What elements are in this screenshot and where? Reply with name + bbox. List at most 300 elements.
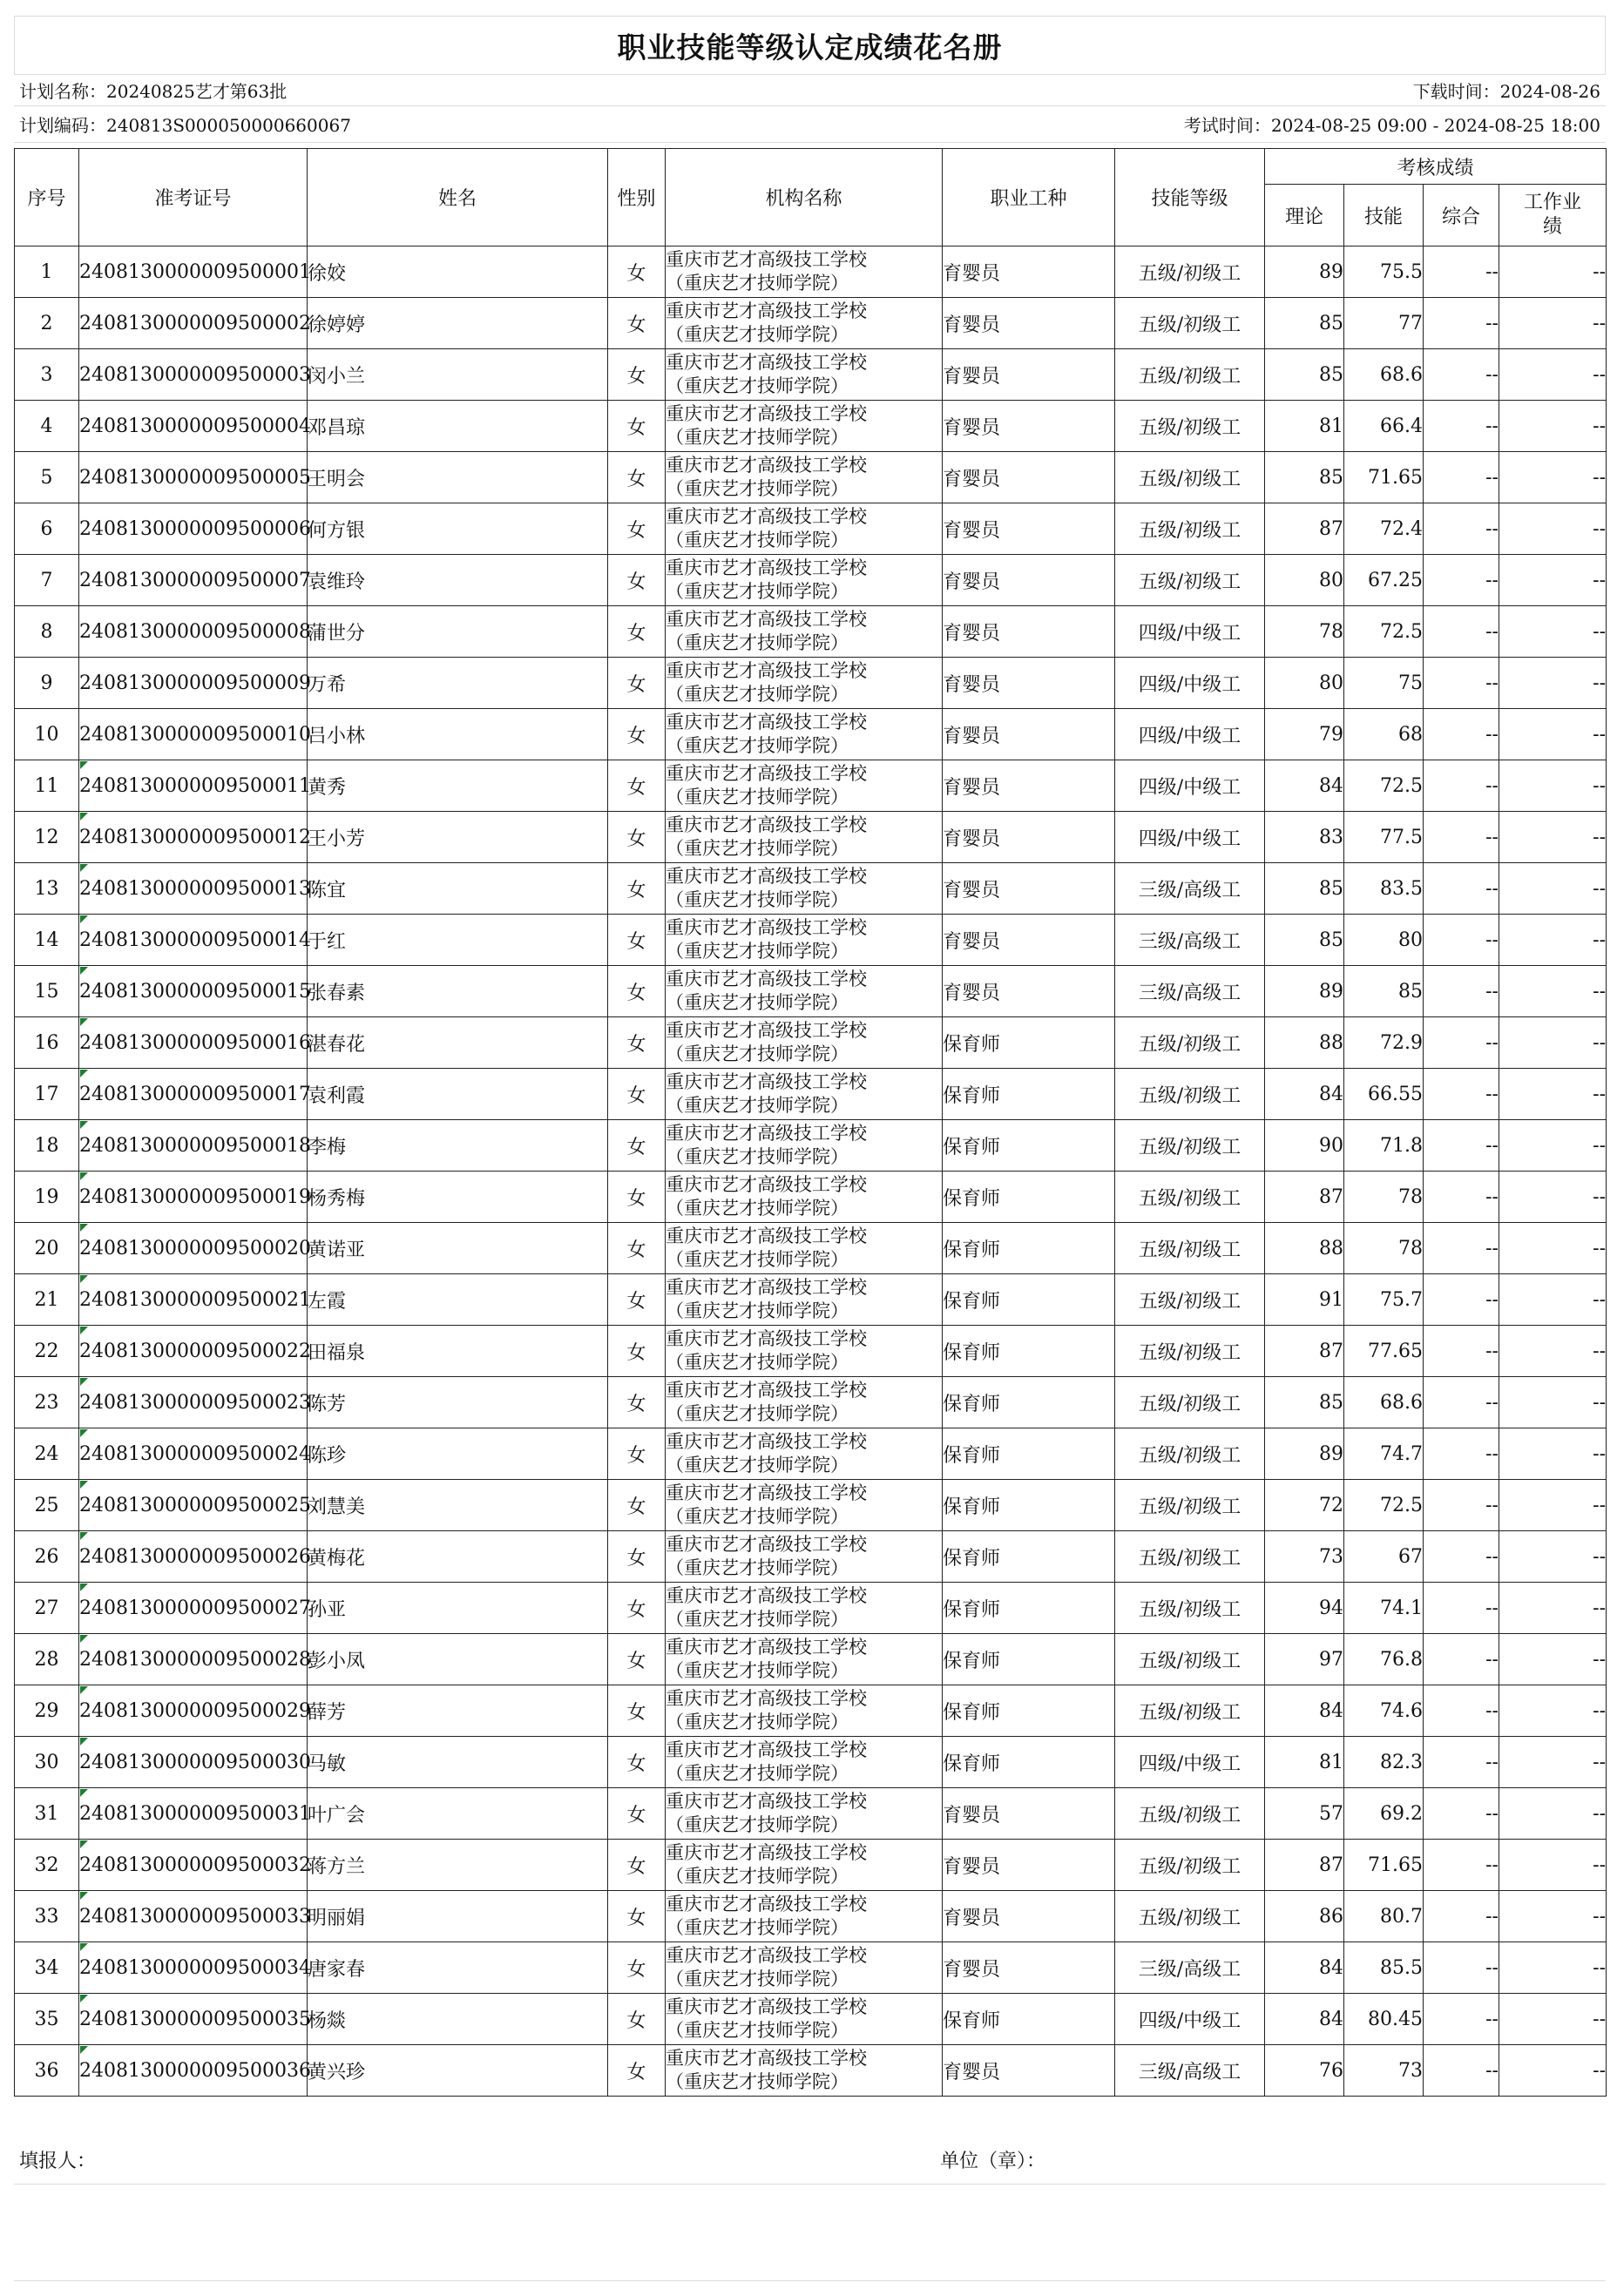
row-theory: 81 [1265,401,1344,452]
row-gender: 女 [608,452,666,503]
row-seq: 35 [15,1994,79,2045]
row-org [666,1994,943,2045]
row-seq: 32 [15,1840,79,1891]
header-org: 机构名称 [666,149,943,246]
row-skill: 66.55 [1344,1069,1424,1120]
table-row [15,349,1607,401]
table-row [15,812,1607,863]
row-org [666,1428,943,1480]
row-name: 杨秀梅 [308,1172,608,1223]
row-org [666,452,943,503]
row-seq: 19 [15,1172,79,1223]
org-line-2: （重庆艺才技师学院） [666,427,849,448]
row-cert-number: 2408130000009500016 [79,1017,308,1069]
header-level: 技能等级 [1115,149,1265,246]
org-line-2: （重庆艺才技师学院） [666,2020,849,2041]
header-gender: 性别 [608,149,666,246]
row-work: -- [1499,1377,1607,1428]
row-level: 五级/初级工 [1115,1326,1265,1377]
row-name: 黄梅花 [308,1531,608,1583]
row-level: 三级/高级工 [1115,915,1265,966]
row-work: -- [1499,1994,1607,2045]
row-job: 育婴员 [943,709,1115,760]
row-name: 黄秀 [308,760,608,812]
row-work: -- [1499,966,1607,1017]
plan-name: 计划名称：20240825艺才第63批 [19,81,288,102]
org-line-1: 重庆市艺才高级技工学校 [666,814,867,835]
table-row [15,1326,1607,1377]
row-cert-number: 2408130000009500024 [79,1428,308,1480]
row-org [666,1274,943,1326]
row-cert-number: 2408130000009500027 [79,1583,308,1634]
roster-sheet [14,16,1606,2281]
org-line-2: （重庆艺才技师学院） [666,1506,849,1527]
row-seq: 12 [15,812,79,863]
row-skill: 73 [1344,2045,1424,2097]
org-line-2: （重庆艺才技师学院） [666,1403,849,1424]
row-gender: 女 [608,1017,666,1069]
org-line-2: （重庆艺才技师学院） [666,1043,849,1064]
row-gender: 女 [608,812,666,863]
row-cert-number: 2408130000009500015 [79,966,308,1017]
table-row [15,658,1607,709]
row-cert-number: 2408130000009500023 [79,1377,308,1428]
row-gender: 女 [608,1634,666,1685]
row-overall: -- [1424,1531,1499,1583]
row-work: -- [1499,1223,1607,1274]
row-seq: 15 [15,966,79,1017]
row-work: -- [1499,452,1607,503]
row-seq: 18 [15,1120,79,1172]
row-name: 蒲世分 [308,606,608,658]
row-theory: 73 [1265,1531,1344,1583]
org-line-1: 重庆市艺才高级技工学校 [666,352,867,373]
header-overall: 综合 [1424,185,1499,246]
row-seq: 17 [15,1069,79,1120]
row-theory: 76 [1265,2045,1344,2097]
row-gender: 女 [608,1069,666,1120]
row-name: 王明会 [308,452,608,503]
row-name: 王小芳 [308,812,608,863]
org-line-1: 重庆市艺才高级技工学校 [666,1791,867,1812]
row-level: 五级/初级工 [1115,452,1265,503]
row-gender: 女 [608,298,666,349]
row-overall: -- [1424,863,1499,915]
row-gender: 女 [608,915,666,966]
row-seq: 6 [15,503,79,555]
row-seq: 9 [15,658,79,709]
org-line-1: 重庆市艺才高级技工学校 [666,455,867,476]
page-title: 职业技能等级认定成绩花名册 [14,16,1606,75]
row-overall: -- [1424,401,1499,452]
row-job: 保育师 [943,1274,1115,1326]
row-skill: 76.8 [1344,1634,1424,1685]
footer [14,2134,1606,2185]
row-work: -- [1499,1788,1607,1840]
row-org [666,863,943,915]
row-skill: 78 [1344,1223,1424,1274]
row-level: 五级/初级工 [1115,1685,1265,1737]
row-job: 育婴员 [943,966,1115,1017]
row-job: 保育师 [943,1634,1115,1685]
row-overall: -- [1424,1685,1499,1737]
row-theory: 84 [1265,1994,1344,2045]
row-org [666,1583,943,1634]
row-skill: 72.9 [1344,1017,1424,1069]
row-level: 三级/高级工 [1115,2045,1265,2097]
org-line-2: （重庆艺才技师学院） [666,1557,849,1578]
row-cert-number: 2408130000009500002 [79,298,308,349]
row-job: 育婴员 [943,1788,1115,1840]
org-line-2: （重庆艺才技师学院） [666,1712,849,1732]
row-job: 育婴员 [943,915,1115,966]
row-seq: 2 [15,298,79,349]
row-org [666,1223,943,1274]
header-cert: 准考证号 [79,149,308,246]
row-org [666,555,943,606]
row-gender: 女 [608,1891,666,1942]
row-name: 湛春花 [308,1017,608,1069]
row-cert-number: 2408130000009500017 [79,1069,308,1120]
row-skill: 74.1 [1344,1583,1424,1634]
row-name: 袁维玲 [308,555,608,606]
row-skill: 71.65 [1344,1840,1424,1891]
row-name: 薛芳 [308,1685,608,1737]
row-theory: 80 [1265,555,1344,606]
row-job: 保育师 [943,1120,1115,1172]
table-row [15,1017,1607,1069]
org-line-2: （重庆艺才技师学院） [666,1917,849,1938]
row-level: 五级/初级工 [1115,1891,1265,1942]
org-line-2: （重庆艺才技师学院） [666,2071,849,2092]
row-theory: 84 [1265,760,1344,812]
row-overall: -- [1424,246,1499,298]
row-gender: 女 [608,2045,666,2097]
row-name: 叶广会 [308,1788,608,1840]
row-theory: 88 [1265,1223,1344,1274]
row-seq: 22 [15,1326,79,1377]
org-line-2: （重庆艺才技师学院） [666,581,849,602]
row-job: 育婴员 [943,606,1115,658]
row-seq: 30 [15,1737,79,1788]
org-line-1: 重庆市艺才高级技工学校 [666,1174,867,1195]
header-seq: 序号 [15,149,79,246]
row-skill: 80 [1344,915,1424,966]
row-name: 孙亚 [308,1583,608,1634]
row-skill: 68 [1344,709,1424,760]
org-line-1: 重庆市艺才高级技工学校 [666,1637,867,1658]
row-theory: 87 [1265,503,1344,555]
row-theory: 85 [1265,1377,1344,1428]
row-work: -- [1499,1685,1607,1737]
row-skill: 72.5 [1344,760,1424,812]
row-overall: -- [1424,1017,1499,1069]
table-row [15,1120,1607,1172]
row-seq: 25 [15,1480,79,1531]
row-work: -- [1499,1274,1607,1326]
row-job: 保育师 [943,1017,1115,1069]
row-overall: -- [1424,2045,1499,2097]
row-work: -- [1499,555,1607,606]
row-overall: -- [1424,1223,1499,1274]
row-cert-number: 2408130000009500012 [79,812,308,863]
row-org [666,401,943,452]
row-theory: 89 [1265,246,1344,298]
table-row [15,1942,1607,1994]
table-row [15,1685,1607,1737]
row-overall: -- [1424,1120,1499,1172]
row-work: -- [1499,1840,1607,1891]
row-overall: -- [1424,1274,1499,1326]
row-overall: -- [1424,1994,1499,2045]
row-seq: 1 [15,246,79,298]
row-org [666,1788,943,1840]
row-level: 五级/初级工 [1115,1017,1265,1069]
row-skill: 83.5 [1344,863,1424,915]
row-level: 四级/中级工 [1115,658,1265,709]
row-job: 保育师 [943,1531,1115,1583]
blank-area [14,2185,1606,2281]
row-name: 马敏 [308,1737,608,1788]
org-line-1: 重庆市艺才高级技工学校 [666,249,867,270]
row-job: 保育师 [943,1326,1115,1377]
row-level: 五级/初级工 [1115,1583,1265,1634]
filler-label: 填报人： [19,2151,97,2172]
plan-info-line [14,75,1606,106]
table-row [15,1891,1607,1942]
row-skill: 71.65 [1344,452,1424,503]
row-org [666,1531,943,1583]
row-name: 杨燚 [308,1994,608,2045]
row-work: -- [1499,760,1607,812]
org-line-1: 重庆市艺才高级技工学校 [666,1020,867,1041]
row-level: 五级/初级工 [1115,349,1265,401]
row-work: -- [1499,1428,1607,1480]
org-line-1: 重庆市艺才高级技工学校 [666,917,867,938]
row-gender: 女 [608,1531,666,1583]
row-seq: 36 [15,2045,79,2097]
row-org [666,1891,943,1942]
row-org [666,1685,943,1737]
row-name: 张春素 [308,966,608,1017]
row-level: 五级/初级工 [1115,401,1265,452]
row-skill: 75.7 [1344,1274,1424,1326]
row-cert-number: 2408130000009500035 [79,1994,308,2045]
row-job: 保育师 [943,1428,1115,1480]
row-org [666,1737,943,1788]
row-org [666,709,943,760]
row-org [666,812,943,863]
row-name: 田福泉 [308,1326,608,1377]
row-job: 保育师 [943,1685,1115,1737]
row-cert-number: 2408130000009500032 [79,1840,308,1891]
row-seq: 16 [15,1017,79,1069]
row-work: -- [1499,246,1607,298]
row-work: -- [1499,606,1607,658]
row-theory: 89 [1265,966,1344,1017]
row-org [666,503,943,555]
org-line-2: （重庆艺才技师学院） [666,1763,849,1784]
row-seq: 8 [15,606,79,658]
row-name: 明丽娟 [308,1891,608,1942]
row-gender: 女 [608,606,666,658]
row-cert-number: 2408130000009500013 [79,863,308,915]
table-row [15,246,1607,298]
row-cert-number: 2408130000009500008 [79,606,308,658]
org-line-1: 重庆市艺才高级技工学校 [666,301,867,321]
row-work: -- [1499,1583,1607,1634]
row-name: 吕小林 [308,709,608,760]
row-theory: 80 [1265,658,1344,709]
row-org [666,1326,943,1377]
row-org [666,760,943,812]
row-name: 袁利霞 [308,1069,608,1120]
row-name: 邓昌琼 [308,401,608,452]
org-line-2: （重庆艺才技师学院） [666,375,849,396]
row-work: -- [1499,812,1607,863]
row-level: 五级/初级工 [1115,246,1265,298]
row-overall: -- [1424,555,1499,606]
org-line-1: 重庆市艺才高级技工学校 [666,763,867,784]
table-row [15,1069,1607,1120]
table-row [15,709,1607,760]
row-theory: 81 [1265,1737,1344,1788]
row-skill: 74.7 [1344,1428,1424,1480]
row-work: -- [1499,1531,1607,1583]
row-cert-number: 2408130000009500029 [79,1685,308,1737]
row-theory: 89 [1265,1428,1344,1480]
row-theory: 87 [1265,1840,1344,1891]
org-line-1: 重庆市艺才高级技工学校 [666,969,867,989]
table-row [15,2045,1607,2097]
row-work: -- [1499,1172,1607,1223]
org-line-2: （重庆艺才技师学院） [666,1095,849,1116]
row-gender: 女 [608,555,666,606]
row-skill: 82.3 [1344,1737,1424,1788]
row-org [666,1377,943,1428]
row-job: 育婴员 [943,760,1115,812]
row-theory: 72 [1265,1480,1344,1531]
row-gender: 女 [608,1274,666,1326]
org-line-2: （重庆艺才技师学院） [666,992,849,1013]
table-row [15,1274,1607,1326]
table-row [15,1172,1607,1223]
row-cert-number: 2408130000009500005 [79,452,308,503]
row-name: 唐家春 [308,1942,608,1994]
org-line-2: （重庆艺才技师学院） [666,1968,849,1989]
org-line-1: 重庆市艺才高级技工学校 [666,1945,867,1966]
row-cert-number: 2408130000009500007 [79,555,308,606]
row-seq: 5 [15,452,79,503]
row-overall: -- [1424,298,1499,349]
org-line-2: （重庆艺才技师学院） [666,1352,849,1373]
org-line-2: （重庆艺才技师学院） [666,1609,849,1630]
row-skill: 75 [1344,658,1424,709]
row-overall: -- [1424,1840,1499,1891]
table-row [15,452,1607,503]
org-line-2: （重庆艺才技师学院） [666,889,849,910]
row-skill: 69.2 [1344,1788,1424,1840]
org-line-2: （重庆艺才技师学院） [666,838,849,859]
row-job: 育婴员 [943,1840,1115,1891]
row-cert-number: 2408130000009500021 [79,1274,308,1326]
row-overall: -- [1424,709,1499,760]
row-level: 五级/初级工 [1115,1634,1265,1685]
row-overall: -- [1424,1788,1499,1840]
org-line-1: 重庆市艺才高级技工学校 [666,1277,867,1298]
table-row [15,1377,1607,1428]
row-gender: 女 [608,246,666,298]
row-seq: 23 [15,1377,79,1428]
row-overall: -- [1424,1428,1499,1480]
row-org [666,915,943,966]
row-skill: 77.65 [1344,1326,1424,1377]
org-line-2: （重庆艺才技师学院） [666,324,849,345]
org-line-2: （重庆艺才技师学院） [666,1249,849,1270]
row-job: 育婴员 [943,1891,1115,1942]
row-theory: 84 [1265,1942,1344,1994]
row-gender: 女 [608,1377,666,1428]
row-cert-number: 2408130000009500028 [79,1634,308,1685]
row-work: -- [1499,349,1607,401]
row-skill: 67.25 [1344,555,1424,606]
table-row [15,298,1607,349]
row-theory: 83 [1265,812,1344,863]
table-row [15,1994,1607,2045]
row-name: 李梅 [308,1120,608,1172]
row-gender: 女 [608,1480,666,1531]
row-job: 育婴员 [943,658,1115,709]
org-line-2: （重庆艺才技师学院） [666,1814,849,1835]
row-seq: 3 [15,349,79,401]
header-theory: 理论 [1265,185,1344,246]
org-line-1: 重庆市艺才高级技工学校 [666,1585,867,1606]
row-org [666,2045,943,2097]
row-skill: 72.5 [1344,1480,1424,1531]
row-level: 三级/高级工 [1115,1942,1265,1994]
row-job: 育婴员 [943,1942,1115,1994]
row-seq: 21 [15,1274,79,1326]
row-gender: 女 [608,1223,666,1274]
row-level: 三级/高级工 [1115,966,1265,1017]
row-name: 于红 [308,915,608,966]
row-job: 育婴员 [943,349,1115,401]
row-work: -- [1499,1326,1607,1377]
row-org [666,1942,943,1994]
row-skill: 72.5 [1344,606,1424,658]
row-overall: -- [1424,1942,1499,1994]
table-row [15,503,1607,555]
row-level: 五级/初级工 [1115,1069,1265,1120]
row-job: 保育师 [943,1737,1115,1788]
row-cert-number: 2408130000009500031 [79,1788,308,1840]
row-name: 刘慧美 [308,1480,608,1531]
row-job: 保育师 [943,1480,1115,1531]
row-org [666,1480,943,1531]
row-gender: 女 [608,658,666,709]
row-gender: 女 [608,1994,666,2045]
row-overall: -- [1424,503,1499,555]
row-skill: 85 [1344,966,1424,1017]
row-skill: 72.4 [1344,503,1424,555]
row-org [666,1069,943,1120]
row-cert-number: 2408130000009500003 [79,349,308,401]
row-skill: 67 [1344,1531,1424,1583]
row-gender: 女 [608,401,666,452]
row-work: -- [1499,401,1607,452]
row-theory: 88 [1265,1017,1344,1069]
org-line-1: 重庆市艺才高级技工学校 [666,1996,867,2017]
